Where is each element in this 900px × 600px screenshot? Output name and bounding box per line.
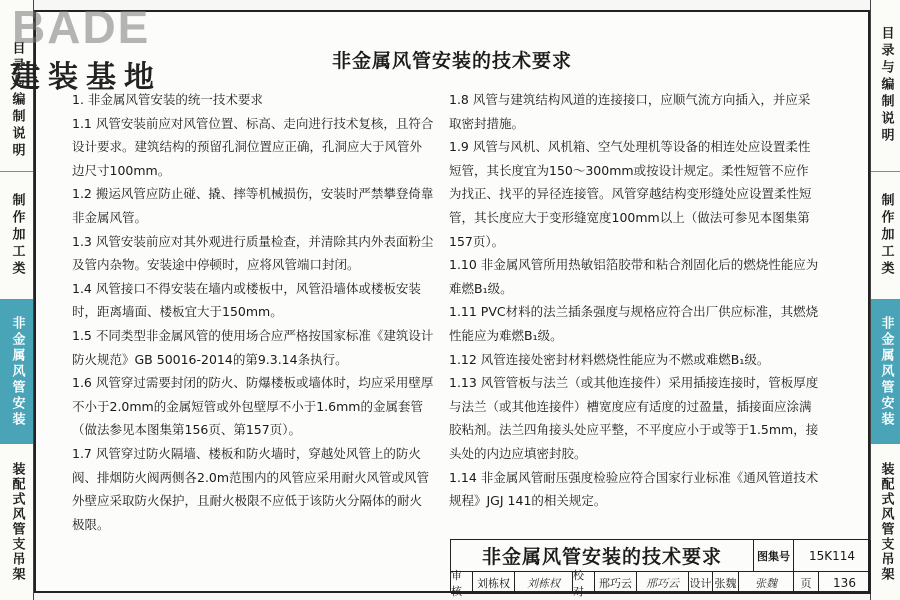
clause-1-1: 1.1 风管安装前应对风管位置、标高、走向进行技术复核，且符合设计要求。建筑结构的预留孔洞位置应正确，孔洞应大于风管外边尺寸100mm。 xyxy=(72,115,434,178)
left-tab-support-label: 装配式风管支吊架 xyxy=(9,462,25,582)
left-text-column xyxy=(72,88,434,536)
page-title: 非金属风管安装的技术要求 xyxy=(331,50,572,72)
left-tab-nonmetal-duct[interactable] xyxy=(0,300,33,444)
left-tab-contents-label: 目录与编制说明 xyxy=(9,41,25,160)
page-label: 页 xyxy=(794,572,819,594)
right-tab-nonmetal-duct-label: 非金属风管安装 xyxy=(878,315,894,428)
section-heading: 1. 非金属风管安装的统一技术要求 xyxy=(72,92,263,107)
review-signature: 刘栋权 xyxy=(515,572,573,594)
clause-1-14: 1.14 非金属风管耐压强度检验应符合国家行业标准《通风管道技术规程》JGJ 141的相关规定。 xyxy=(449,469,819,509)
drawing-frame xyxy=(34,10,870,598)
design-name: 张魏 xyxy=(713,572,739,594)
right-tab-contents-label: 目录与编制说明 xyxy=(878,26,894,145)
right-tab-support-label: 装配式风管支吊架 xyxy=(878,462,894,582)
clause-1-4: 1.4 风管接口不得安装在墙内或楼板中，风管沿墙体或楼板安装时，距离墙面、楼板宜大于150mm。 xyxy=(72,280,421,320)
left-tab-nonmetal-duct-label: 非金属风管安装 xyxy=(9,315,25,428)
clause-1-13: 1.13 风管管板与法兰（或其他连接件）采用插接连接时，管板厚度与法兰（或其他连接件）槽宽度应有适度的过盈量，插接面应涂满胶粘剂。法兰四角接头处应平整，不平度应小于或等于1.5mm，接头处的内边应填密封胶。 xyxy=(449,375,819,461)
clause-1-6: 1.6 风管穿过需要封闭的防火、防爆楼板或墙体时，均应采用壁厚不小于2.0mm的金属短管或外包壁厚不小于1.6mm的金属套管（做法参见本图集第156页、第157页）。 xyxy=(72,375,434,438)
check-name: 邢巧云 xyxy=(595,572,637,594)
clause-1-9: 1.9 风管与风机、风机箱、空气处理机等设备的相连处应设置柔性短管，其长度宜为150～300mm或按设计规定。柔性短管不应作为找正、找平的异径连接管。风管穿越结构变形缝处应设置柔性短管，其长度应大于变形缝宽度100mm以上（做法可参见本图集第157页）。 xyxy=(449,139,812,249)
review-name: 刘栋权 xyxy=(473,572,515,594)
title-block xyxy=(450,539,870,598)
left-tab-support[interactable] xyxy=(0,444,33,600)
review-label: 审核 xyxy=(451,572,473,594)
right-tab-fabrication[interactable] xyxy=(871,172,900,300)
right-tab-contents[interactable] xyxy=(871,0,900,172)
page-number: 136 xyxy=(819,572,871,594)
right-tab-nonmetal-duct[interactable] xyxy=(871,300,900,444)
design-label: 设计 xyxy=(689,572,713,594)
right-tab-fabrication-label: 制作加工类 xyxy=(878,193,894,278)
atlas-number: 15K114 xyxy=(794,540,871,572)
clause-1-12: 1.12 风管连接处密封材料燃烧性能应为不燃或难燃B₁级。 xyxy=(449,351,770,367)
bade-logo xyxy=(2,1,182,95)
title-block-title: 非金属风管安装的技术要求 xyxy=(451,540,754,572)
clause-1-8: 1.8 风管与建筑结构风道的连接接口，应顺气流方向插入，并应采取密封措施。 xyxy=(449,92,811,131)
check-signature: 邢巧云 xyxy=(637,572,689,594)
clause-1-3: 1.3 风管安装前应对其外观进行质量检查，并清除其内外表面粉尘及管内杂物。安装途中停顿时，应将风管端口封闭。 xyxy=(72,233,434,273)
right-text-column xyxy=(449,88,821,513)
clause-1-7: 1.7 风管穿过防火隔墙、楼板和防火墙时，穿越处风管上的防火阀、排烟防火阀两侧各2.0m范围内的风管应采用耐火风管或风管外壁应采取防火保护，且耐火极限不应低于该防火分隔体的耐火极限。 xyxy=(72,445,430,532)
clause-1-11: 1.11 PVC材料的法兰插条强度与规格应符合出厂供应标准，其燃烧性能应为难燃B₁级。 xyxy=(449,304,819,343)
logo-subtitle: 建装基地 xyxy=(10,60,162,95)
clause-1-5: 1.5 不同类型非金属风管的使用场合应严格按国家标准《建筑设计防火规范》GB 50016-2014的第9.3.14条执行。 xyxy=(72,327,434,367)
left-tab-fabrication[interactable] xyxy=(0,172,33,300)
check-label: 校对 xyxy=(573,572,595,594)
left-tab-fabrication-label: 制作加工类 xyxy=(9,193,25,278)
clause-1-2: 1.2 搬运风管应防止碰、撬、摔等机械损伤，安装时严禁攀登倚靠非金属风管。 xyxy=(72,186,434,225)
right-section-tabs xyxy=(870,0,900,600)
design-signature: 张魏 xyxy=(739,572,794,594)
clause-1-10: 1.10 非金属风管所用热敏铝箔胶带和粘合剂固化后的燃烧性能应为难燃B₁级。 xyxy=(449,257,819,296)
right-tab-support[interactable] xyxy=(871,444,900,600)
logo-brand-text: BADE xyxy=(12,1,151,53)
atlas-number-label: 图集号 xyxy=(754,540,794,572)
